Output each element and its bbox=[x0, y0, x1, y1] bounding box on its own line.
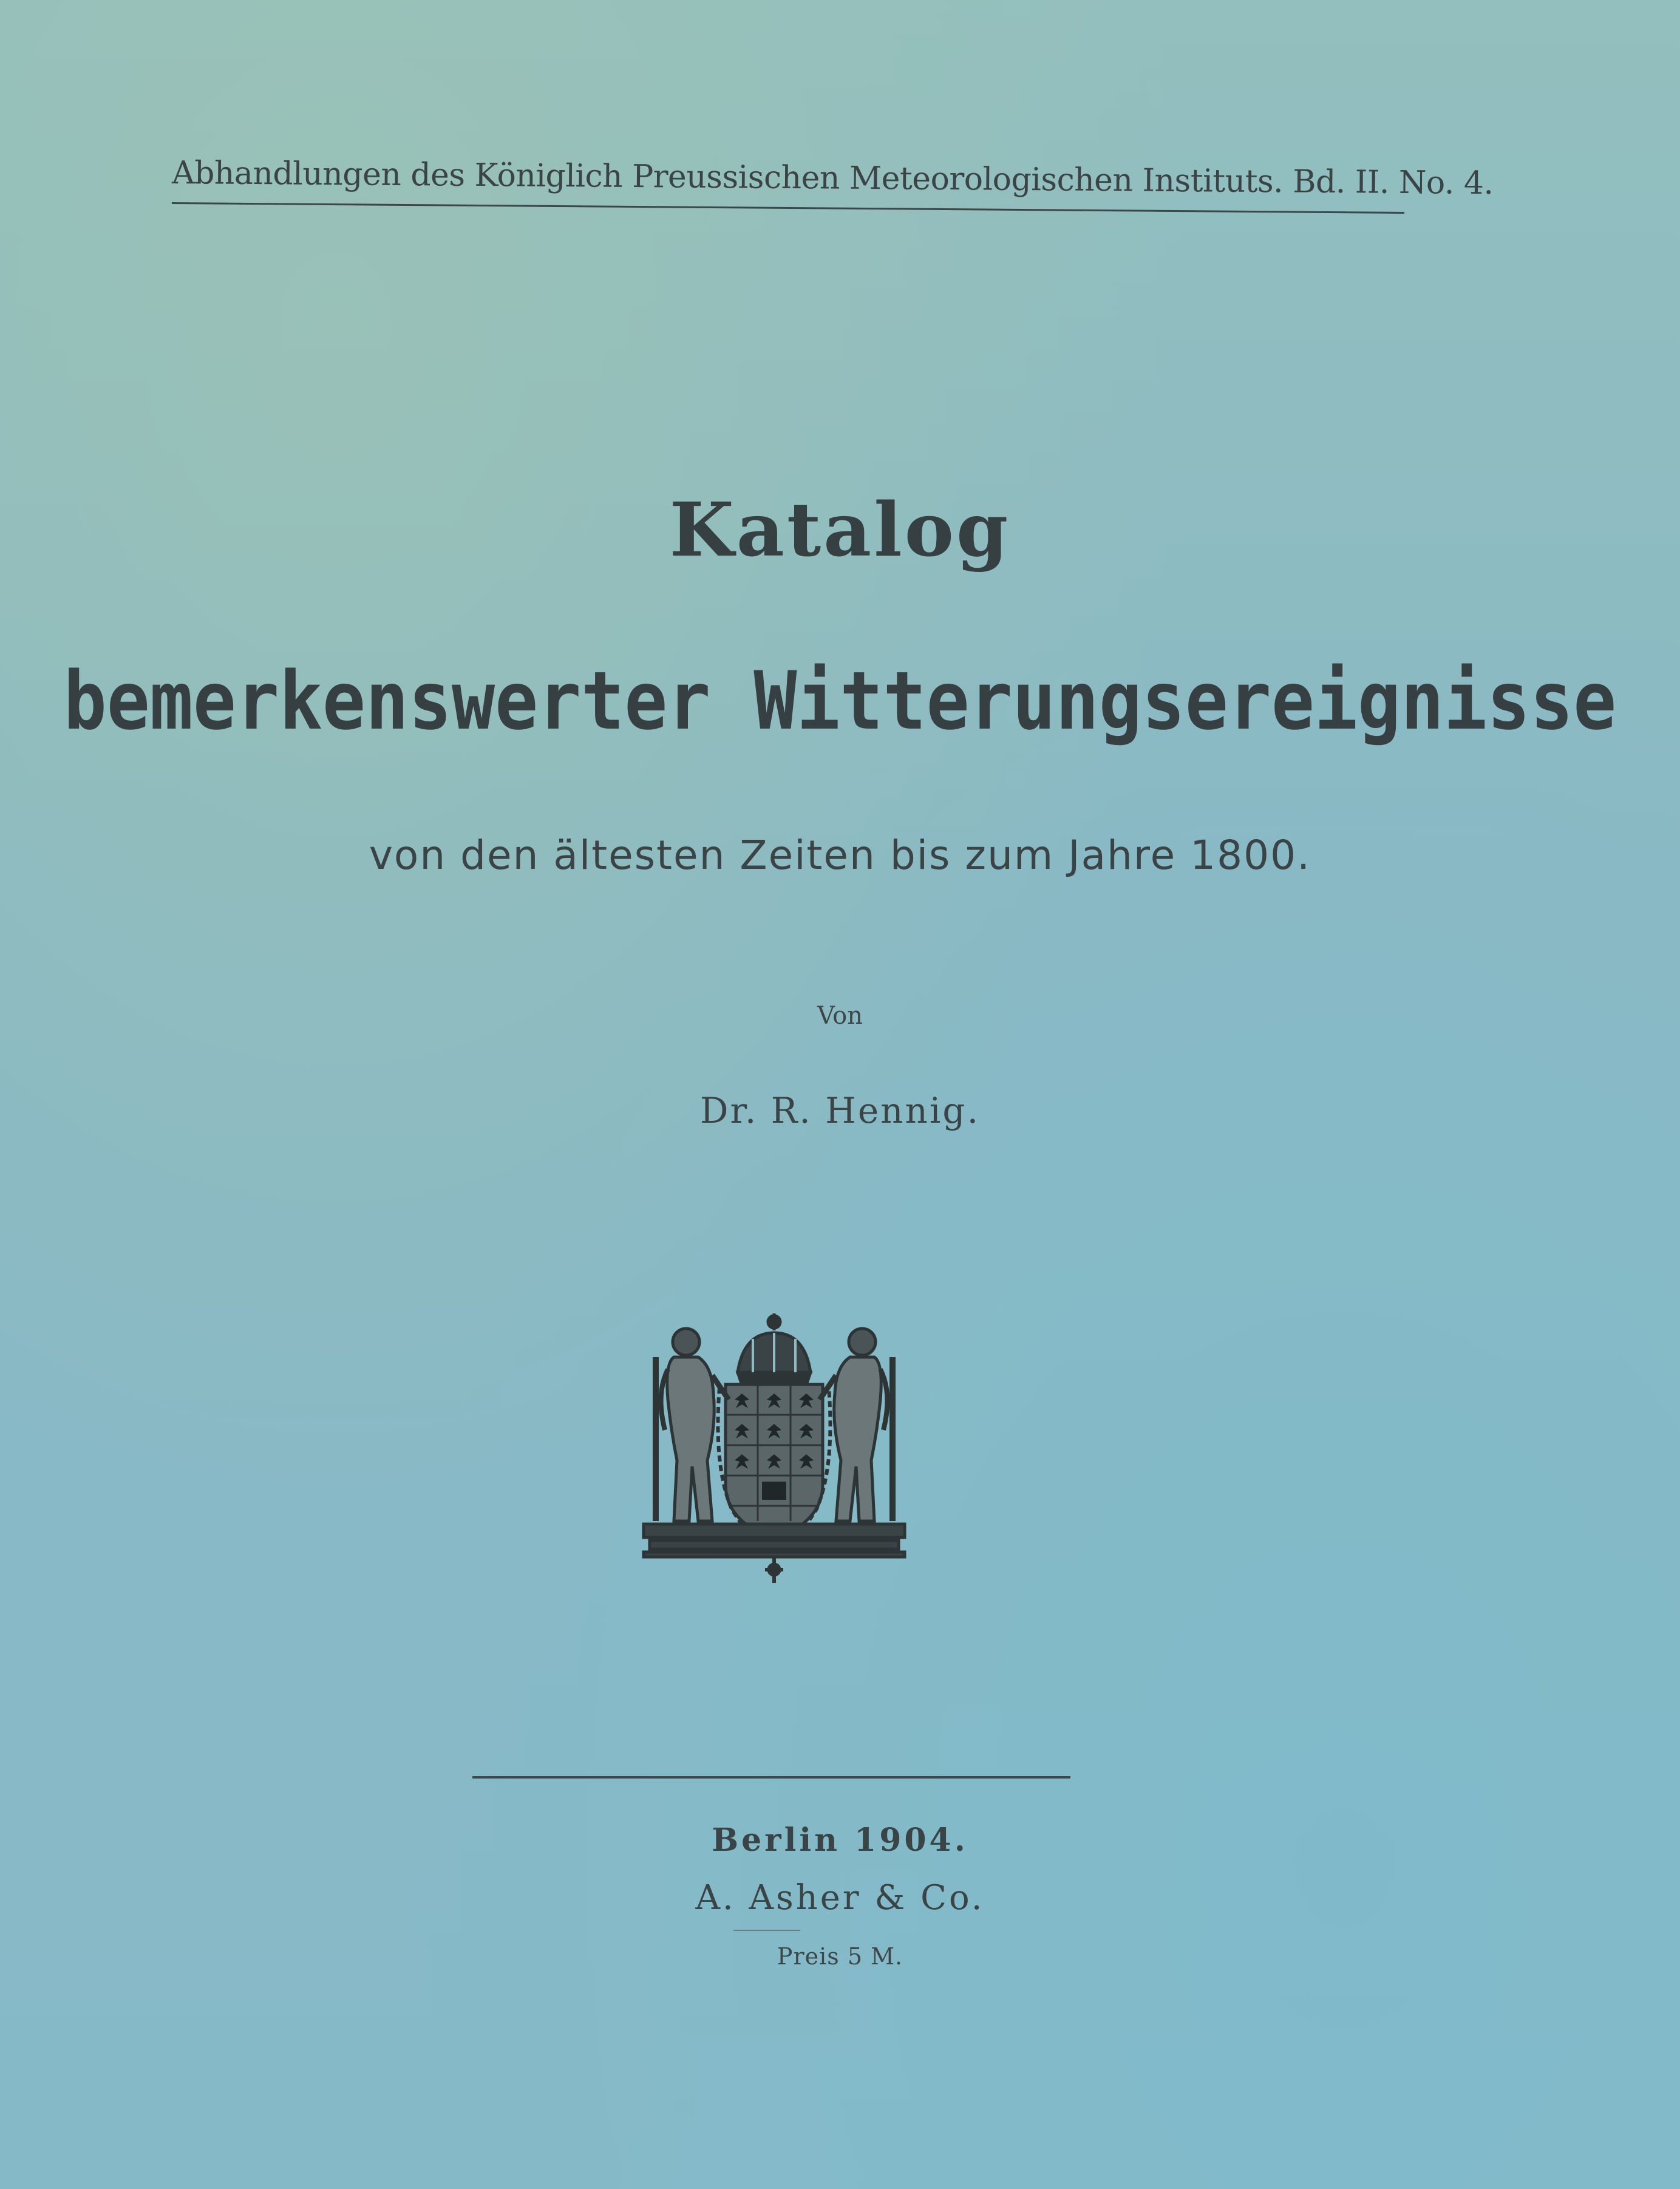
page-subtitle: bemerkenswerter Witterungsereignisse bbox=[63, 653, 1617, 748]
time-range-line: von den ältesten Zeiten bis zum Jahre 1800. bbox=[369, 832, 1311, 879]
imprint-place-year: Berlin 1904. bbox=[712, 1822, 968, 1859]
by-label: Von bbox=[817, 1002, 863, 1030]
prussian-coat-of-arms-icon bbox=[641, 1309, 908, 1588]
imprint-price: Preis 5 M. bbox=[777, 1943, 903, 1970]
page-title: Katalog bbox=[669, 486, 1011, 573]
author-name: Dr. R. Hennig. bbox=[700, 1090, 980, 1131]
imprint-rule bbox=[472, 1776, 1070, 1779]
publisher-divider bbox=[733, 1930, 800, 1931]
series-header: Abhandlungen des Königlich Preussischen Meteorologischen Instituts. Bd. II. No. 4. bbox=[171, 155, 1494, 202]
imprint-publisher: A. Asher & Co. bbox=[695, 1878, 985, 1918]
